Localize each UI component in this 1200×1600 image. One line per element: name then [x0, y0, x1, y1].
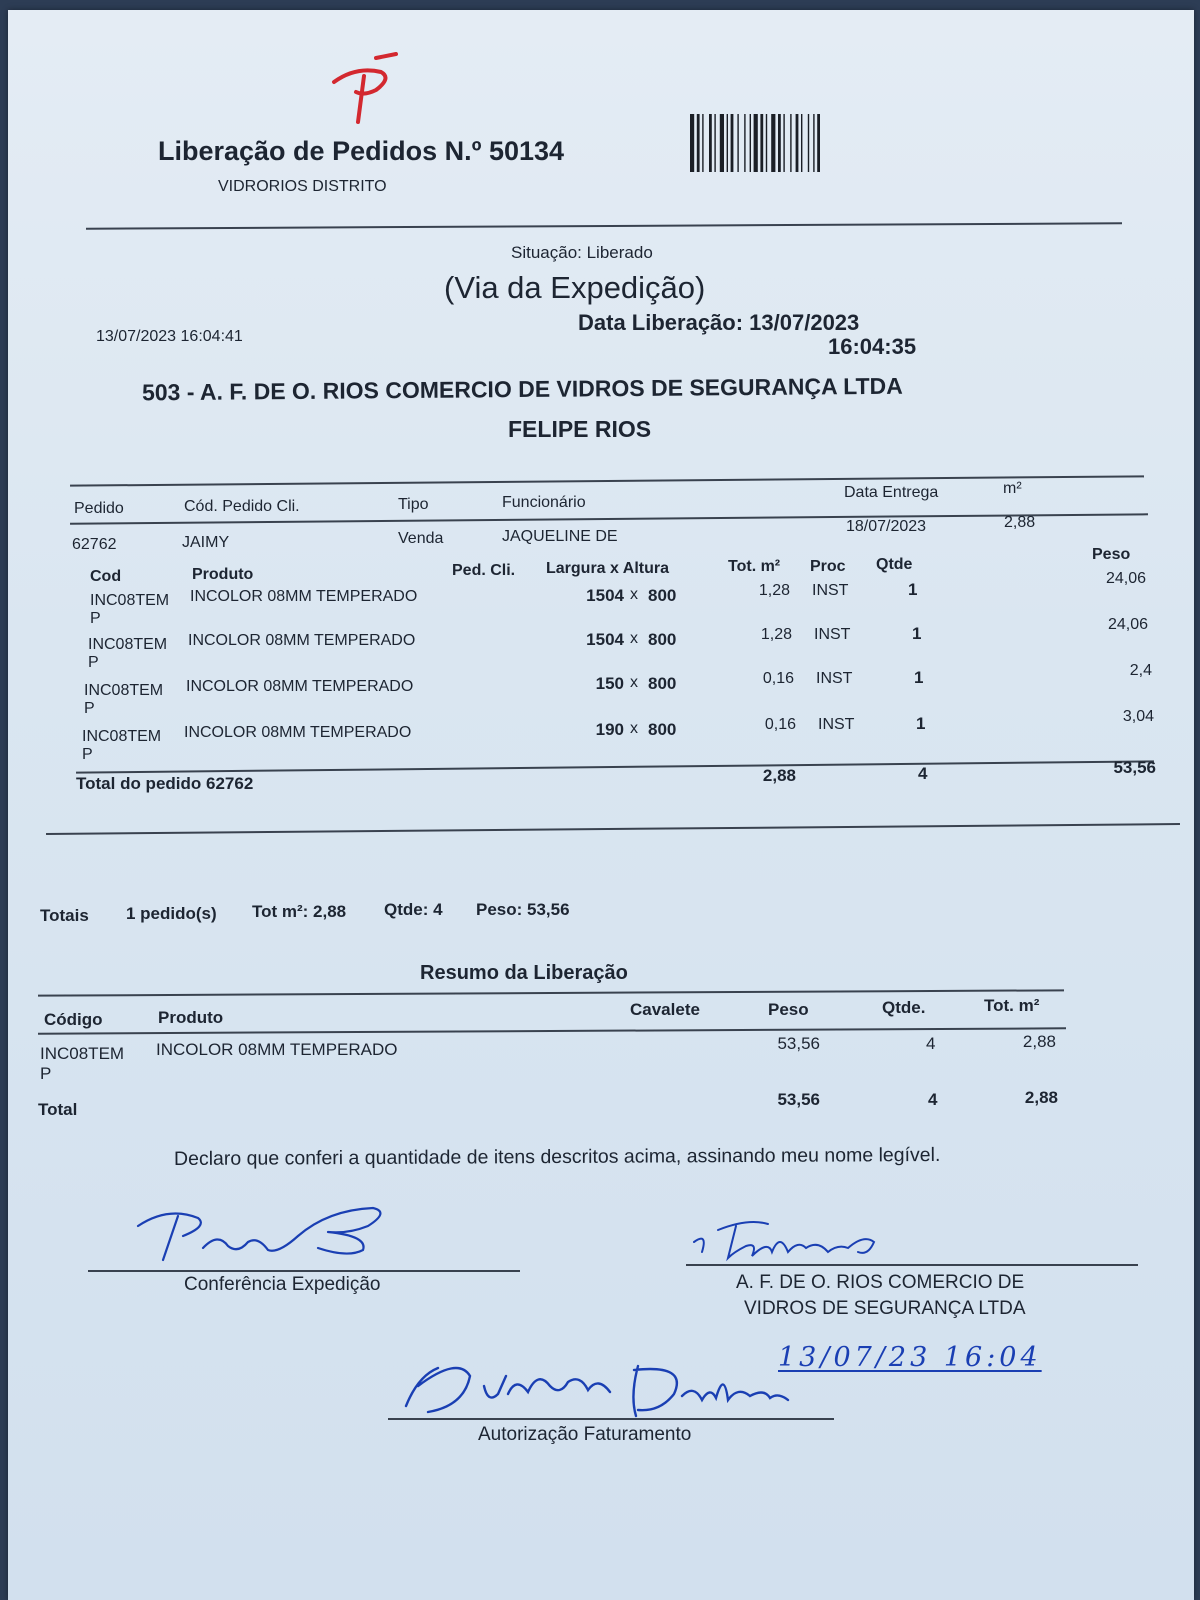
header-divider — [86, 222, 1122, 229]
col-largura-altura: Largura x Altura — [546, 560, 669, 577]
row-tot-m2: 0,16 — [764, 716, 796, 733]
barcode-bar — [754, 114, 758, 172]
row-peso: 3,04 — [1122, 708, 1154, 725]
totals-tot-m2: Tot m²: 2,88 — [252, 902, 347, 921]
totals-qtde: Qtde: 4 — [384, 900, 443, 919]
summary-mid-divider — [38, 1027, 1066, 1034]
row-proc: INST — [812, 582, 849, 599]
barcode-bar — [796, 114, 799, 172]
copy-label: (Via da Expedição) — [444, 270, 706, 305]
val-cod-pedido-cli: JAIMY — [182, 534, 230, 551]
row-cod: INC08TEM — [84, 682, 164, 699]
handwritten-datetime: 13/07/23 16:04 — [778, 1342, 1042, 1373]
expedicao-label: Conferência Expedição — [184, 1274, 381, 1295]
row-cod-suffix: P — [90, 610, 101, 627]
summary-top-divider — [38, 989, 1064, 996]
row-proc: INST — [816, 670, 853, 687]
summary-total-qtde: 4 — [928, 1090, 938, 1109]
barcode-bar — [690, 114, 694, 172]
order-bottom-divider — [46, 823, 1180, 835]
barcode-bar — [737, 114, 738, 172]
barcode-bar — [709, 114, 712, 172]
row-peso: 24,06 — [1107, 616, 1148, 633]
row-produto: INCOLOR 08MM TEMPERADO — [190, 588, 418, 605]
row-proc: INST — [818, 716, 855, 733]
row-altura: 800 — [648, 630, 677, 649]
summary-col-tot-m2: Tot. m² — [984, 996, 1040, 1015]
summary-tot-m2: 2,88 — [1022, 1032, 1056, 1051]
row-altura: 800 — [648, 720, 677, 739]
barcode-bar — [771, 114, 775, 172]
company-signature-line2: VIDROS DE SEGURANÇA LTDA — [744, 1298, 1026, 1319]
barcode-bar — [727, 114, 728, 172]
barcode-bar — [744, 114, 745, 172]
client-name: 503 - A. F. DE O. RIOS COMERCIO DE VIDROS DE SEGURANÇA LTDA — [141, 372, 903, 406]
row-altura: 800 — [648, 674, 677, 693]
col-proc: Proc — [810, 558, 846, 575]
order-total-label: Total do pedido 62762 — [76, 774, 254, 793]
val-data-entrega: 18/07/2023 — [846, 518, 927, 535]
barcode-bar — [801, 114, 802, 172]
row-largura: 150 — [595, 674, 624, 693]
status-text: Situação: Liberado — [511, 243, 653, 262]
row-largura: 1504 — [586, 630, 624, 649]
totals-peso: Peso: 53,56 — [476, 900, 570, 919]
company-signature-line1: A. F. DE O. RIOS COMERCIO DE — [736, 1272, 1025, 1293]
barcode-bar — [783, 114, 784, 172]
summary-col-qtde: Qtde. — [882, 998, 926, 1017]
row-altura: 800 — [648, 586, 677, 605]
row-cod-suffix: P — [88, 654, 99, 671]
declaration-text: Declaro que conferi a quantidade de itens descritos acima, assinando meu nome legível. — [173, 1143, 941, 1171]
summary-col-produto: Produto — [158, 1008, 224, 1027]
summary-total-label: Total — [38, 1100, 78, 1119]
col-tot-m2: Tot. m² — [728, 558, 781, 575]
document-sheet — [8, 10, 1194, 1600]
barcode-bar — [702, 114, 703, 172]
row-produto: INCOLOR 08MM TEMPERADO — [186, 678, 414, 695]
signature-expedicao — [128, 1196, 408, 1266]
row-tot-m2: 1,28 — [758, 582, 790, 599]
val-tipo: Venda — [398, 530, 444, 547]
barcode-bar — [766, 114, 767, 172]
row-x: x — [630, 586, 638, 603]
col-m2: m² — [1003, 480, 1022, 497]
summary-col-cavalete: Cavalete — [630, 1000, 700, 1019]
row-largura: 1504 — [586, 586, 624, 605]
barcode-bar — [808, 114, 809, 172]
release-time: 16:04:35 — [828, 334, 917, 359]
barcode-bar — [750, 114, 751, 172]
col-data-entrega: Data Entrega — [844, 484, 939, 501]
row-x: x — [630, 720, 638, 737]
order-top-divider — [70, 475, 1144, 486]
faturamento-label: Autorização Faturamento — [478, 1424, 692, 1445]
row-cod: INC08TEM — [82, 728, 162, 745]
val-m2: 2,88 — [1004, 514, 1036, 531]
col-funcionario: Funcionário — [502, 494, 586, 511]
summary-col-codigo: Código — [44, 1010, 103, 1029]
row-cod: INC08TEM — [88, 636, 168, 653]
row-qtde: 1 — [914, 668, 924, 687]
barcode-bar — [760, 114, 763, 172]
col-cod: Cod — [90, 568, 122, 585]
row-peso: 2,4 — [1129, 662, 1152, 679]
order-total-peso: 53,56 — [1113, 758, 1156, 777]
barcode-bar — [720, 114, 724, 172]
val-pedido: 62762 — [72, 536, 117, 553]
client-contact: FELIPE RIOS — [508, 416, 652, 442]
val-funcionario: JAQUELINE DE — [502, 528, 618, 545]
company-subtitle: VIDRORIOS DISTRITO — [218, 178, 387, 195]
summary-total-tot-m2: 2,88 — [1024, 1088, 1058, 1107]
row-tot-m2: 0,16 — [762, 670, 794, 687]
summary-title: Resumo da Liberação — [420, 962, 628, 984]
row-proc: INST — [814, 626, 851, 643]
order-total-qtde: 4 — [918, 764, 928, 783]
row-produto: INCOLOR 08MM TEMPERADO — [184, 724, 412, 741]
signature-faturamento — [398, 1346, 798, 1426]
document-title: Liberação de Pedidos N.º 50134 — [158, 136, 565, 166]
row-qtde: 1 — [916, 714, 926, 733]
col-qtde: Qtde — [876, 556, 913, 573]
row-produto: INCOLOR 08MM TEMPERADO — [188, 632, 416, 649]
summary-codigo-suffix: P — [40, 1064, 52, 1083]
summary-total-peso: 53,56 — [777, 1090, 820, 1109]
col-pedido: Pedido — [74, 500, 124, 517]
col-cod-pedido-cli: Cód. Pedido Cli. — [184, 498, 300, 515]
signature-company — [688, 1212, 888, 1272]
row-x: x — [630, 630, 638, 647]
order-total-m2: 2,88 — [762, 766, 796, 785]
barcode-bar — [778, 114, 781, 172]
barcode — [688, 114, 878, 172]
col-produto: Produto — [192, 566, 254, 583]
summary-col-peso: Peso — [768, 1000, 809, 1019]
print-datetime: 13/07/2023 16:04:41 — [96, 328, 243, 345]
barcode-bar — [714, 114, 715, 172]
row-tot-m2: 1,28 — [760, 626, 792, 643]
row-largura: 190 — [595, 720, 624, 739]
barcode-bar — [697, 114, 700, 172]
totals-label: Totais — [40, 906, 89, 925]
row-cod-suffix: P — [84, 700, 95, 717]
company-signature-line — [686, 1264, 1138, 1266]
row-peso: 24,06 — [1105, 570, 1146, 587]
handwritten-mark — [326, 52, 406, 132]
totals-pedidos: 1 pedido(s) — [126, 904, 217, 923]
barcode-bar — [813, 114, 814, 172]
summary-produto: INCOLOR 08MM TEMPERADO — [156, 1040, 398, 1059]
barcode-bar — [817, 114, 820, 172]
summary-peso: 53,56 — [777, 1034, 820, 1053]
col-peso: Peso — [1092, 546, 1131, 563]
barcode-bar — [790, 114, 791, 172]
row-cod-suffix: P — [82, 746, 93, 763]
summary-qtde: 4 — [926, 1034, 936, 1053]
col-ped-cli: Ped. Cli. — [452, 562, 516, 579]
row-x: x — [630, 674, 638, 691]
col-tipo: Tipo — [398, 496, 429, 513]
expedicao-signature-line — [88, 1270, 520, 1272]
barcode-bar — [731, 114, 734, 172]
row-qtde: 1 — [908, 580, 918, 599]
row-qtde: 1 — [912, 624, 922, 643]
items-total-divider — [76, 760, 1154, 773]
row-cod: INC08TEM — [90, 592, 170, 609]
summary-codigo: INC08TEM — [40, 1044, 125, 1063]
faturamento-signature-line — [388, 1418, 834, 1420]
release-date: Data Liberação: 13/07/2023 — [578, 310, 860, 335]
